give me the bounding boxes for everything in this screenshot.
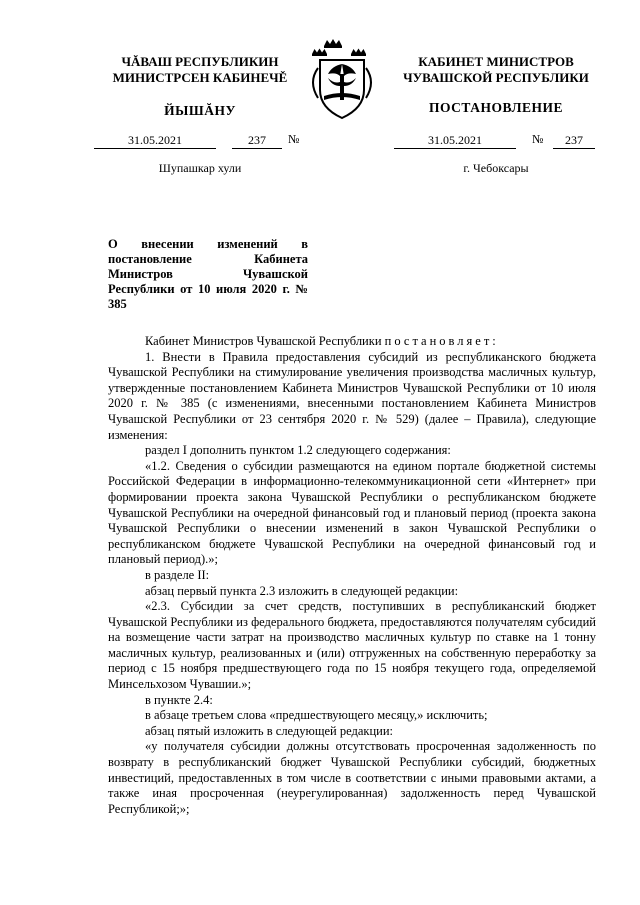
header-left-line1: ЧĂВАШ РЕСПУБЛИКИН (121, 54, 279, 69)
body-paragraph: в пункте 2.4: (145, 692, 213, 707)
intro-verb: постановляет: (384, 334, 499, 348)
body-paragraph: абзац пятый изложить в следующей редакции: (145, 723, 394, 738)
left-date: 31.05.2021 (128, 133, 182, 147)
body-paragraph: 1. Внести в Правила предоставления субсидий из республиканского бюджета Чувашской Республики на стимулирование увеличения производства масличных культур, утвержденные постановлением Кабинета Министров Чувашской Республики от 10 июля 2020 г. № 385 (с изменениями, внесенными постановлением Кабинета Министров Чувашской Республики от 23 сентября 2020 г. № 529) (далее – Правила), следующие изменения: (108, 349, 596, 442)
right-date-field (394, 132, 516, 149)
right-number: 237 (565, 133, 583, 147)
body-paragraph: «у получателя субсидии должны отсутствовать просроченная задолженность по возврату в республиканский бюджет Чувашской Республики субсидий, бюджетных инвестиций, предоставленных в том числе в соответствии с иными правовыми актами, а также иная просроченная (неурегулированная) задолженность перед Чувашской Республикой;»; (108, 739, 596, 816)
chuvash-coat-of-arms-icon (304, 38, 380, 124)
body-paragraph: абзац первый пункта 2.3 изложить в следующей редакции: (145, 583, 459, 598)
left-number: 237 (248, 133, 266, 147)
left-number-field (232, 132, 282, 149)
place-chuvash: Шупашкар хули (158, 161, 242, 175)
header-right-line2: ЧУВАШСКОЙ РЕСПУБЛИКИ (403, 70, 589, 85)
header-left-line2: МИНИСТРСЕН КАБИНЕЧĚ (112, 70, 288, 85)
document-body (108, 334, 596, 817)
left-date-field (94, 132, 216, 149)
document-subject: О внесении изменений в постановление Кабинета Министров Чувашской Республики от 10 июля 2020 г. № 385 (108, 237, 308, 311)
document-type-russian: ПОСТАНОВЛЕНИЕ (428, 100, 564, 115)
header-right-russian (386, 54, 606, 86)
body-paragraph: «2.3. Субсидии за счет средств, поступивших в республиканский бюджет Чувашской Республики из федерального бюджета, предоставляются получателям субсидий на возмещение части затрат на производство масличных культур по ставке на 1 тонну масличных культур, реализованных и (или) отгруженных на собственную переработку за период с 15 ноября предшествующего года по 15 ноября текущего года, определяемой Минсельхозом Чувашии.»; (108, 599, 596, 692)
document-type-chuvash: ЙЫШĂНУ (164, 103, 236, 118)
right-number-sign: № (532, 132, 544, 146)
body-paragraph: в абзаце третьем слова «предшествующего месяцу,» исключить; (145, 708, 488, 723)
left-number-sign: № (288, 132, 300, 146)
body-paragraph: «1.2. Сведения о субсидии размещаются на едином портале бюджетной системы Российской Федерации в информационно-телекоммуникационной сети «Интернет» при формировании проекта закона Чувашской Республики о республиканском бюджете Чувашской Республики на очередной финансовый год и плановый период (проекта закона Чувашской Республики о внесении изменений в закон Чувашской Республики о республиканском бюджете Чувашской Республики на очередной финансовый год и плановый период).»; (108, 458, 596, 567)
intro-paragraph (108, 334, 596, 350)
body-paragraph: в разделе II: (145, 567, 210, 582)
right-number-field (553, 132, 595, 149)
header-left-chuvash (95, 54, 305, 86)
body-paragraph: раздел I дополнить пунктом 1.2 следующего содержания: (145, 443, 451, 458)
header-right-line1: КАБИНЕТ МИНИСТРОВ (418, 54, 574, 69)
intro-prefix: Кабинет Министров Чувашской Республики (145, 334, 385, 348)
right-date: 31.05.2021 (428, 133, 482, 147)
place-russian: г. Чебоксары (463, 161, 529, 175)
